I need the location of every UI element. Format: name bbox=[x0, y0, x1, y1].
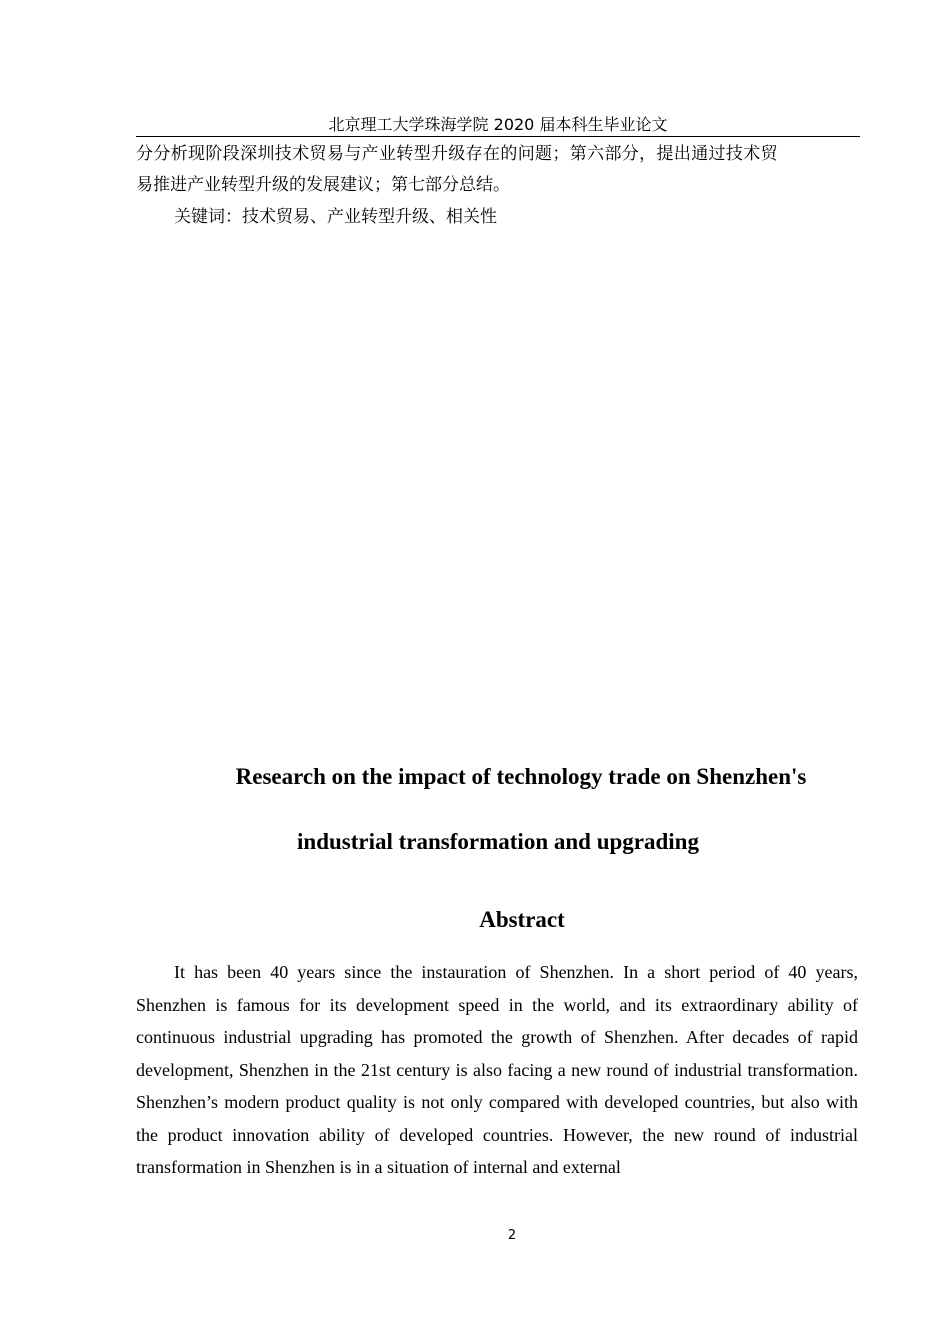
page-number: 2 bbox=[507, 1228, 517, 1243]
running-header: 北京理工大学珠海学院 2020 届本科生毕业论文 bbox=[328, 115, 668, 134]
english-title-line-1: Research on the impact of technology trade on Shenzhen's bbox=[235, 764, 807, 789]
header-rule bbox=[136, 136, 860, 137]
abstract-body: It has been 40 years since the instauration of Shenzhen. In a short period of 40 years, Shenzhen is famous for its development speed in the world, and its extraordinary ability of continuous industrial upgrading has promoted the growth of Shenzhen. After decades of rapid development, Shenzhen in the 21st century is also facing a new round of industrial transformation. Shenzhen’s modern product quality is not only compared with developed countries, but also with the product innovation ability of developed countries. However, the new round of industrial transformation in Shenzhen is in a situation of internal and external bbox=[136, 962, 858, 1177]
abstract-heading: Abstract bbox=[479, 907, 565, 932]
english-title-line-2: industrial transformation and upgrading bbox=[297, 829, 699, 854]
chinese-abstract-line: 分分析现阶段深圳技术贸易与产业转型升级存在的问题；第六部分，提出通过技术贸 bbox=[136, 144, 778, 164]
chinese-abstract-line: 易推进产业转型升级的发展建议；第七部分总结。 bbox=[136, 175, 510, 195]
chinese-keywords: 关键词：技术贸易、产业转型升级、相关性 bbox=[174, 207, 497, 227]
